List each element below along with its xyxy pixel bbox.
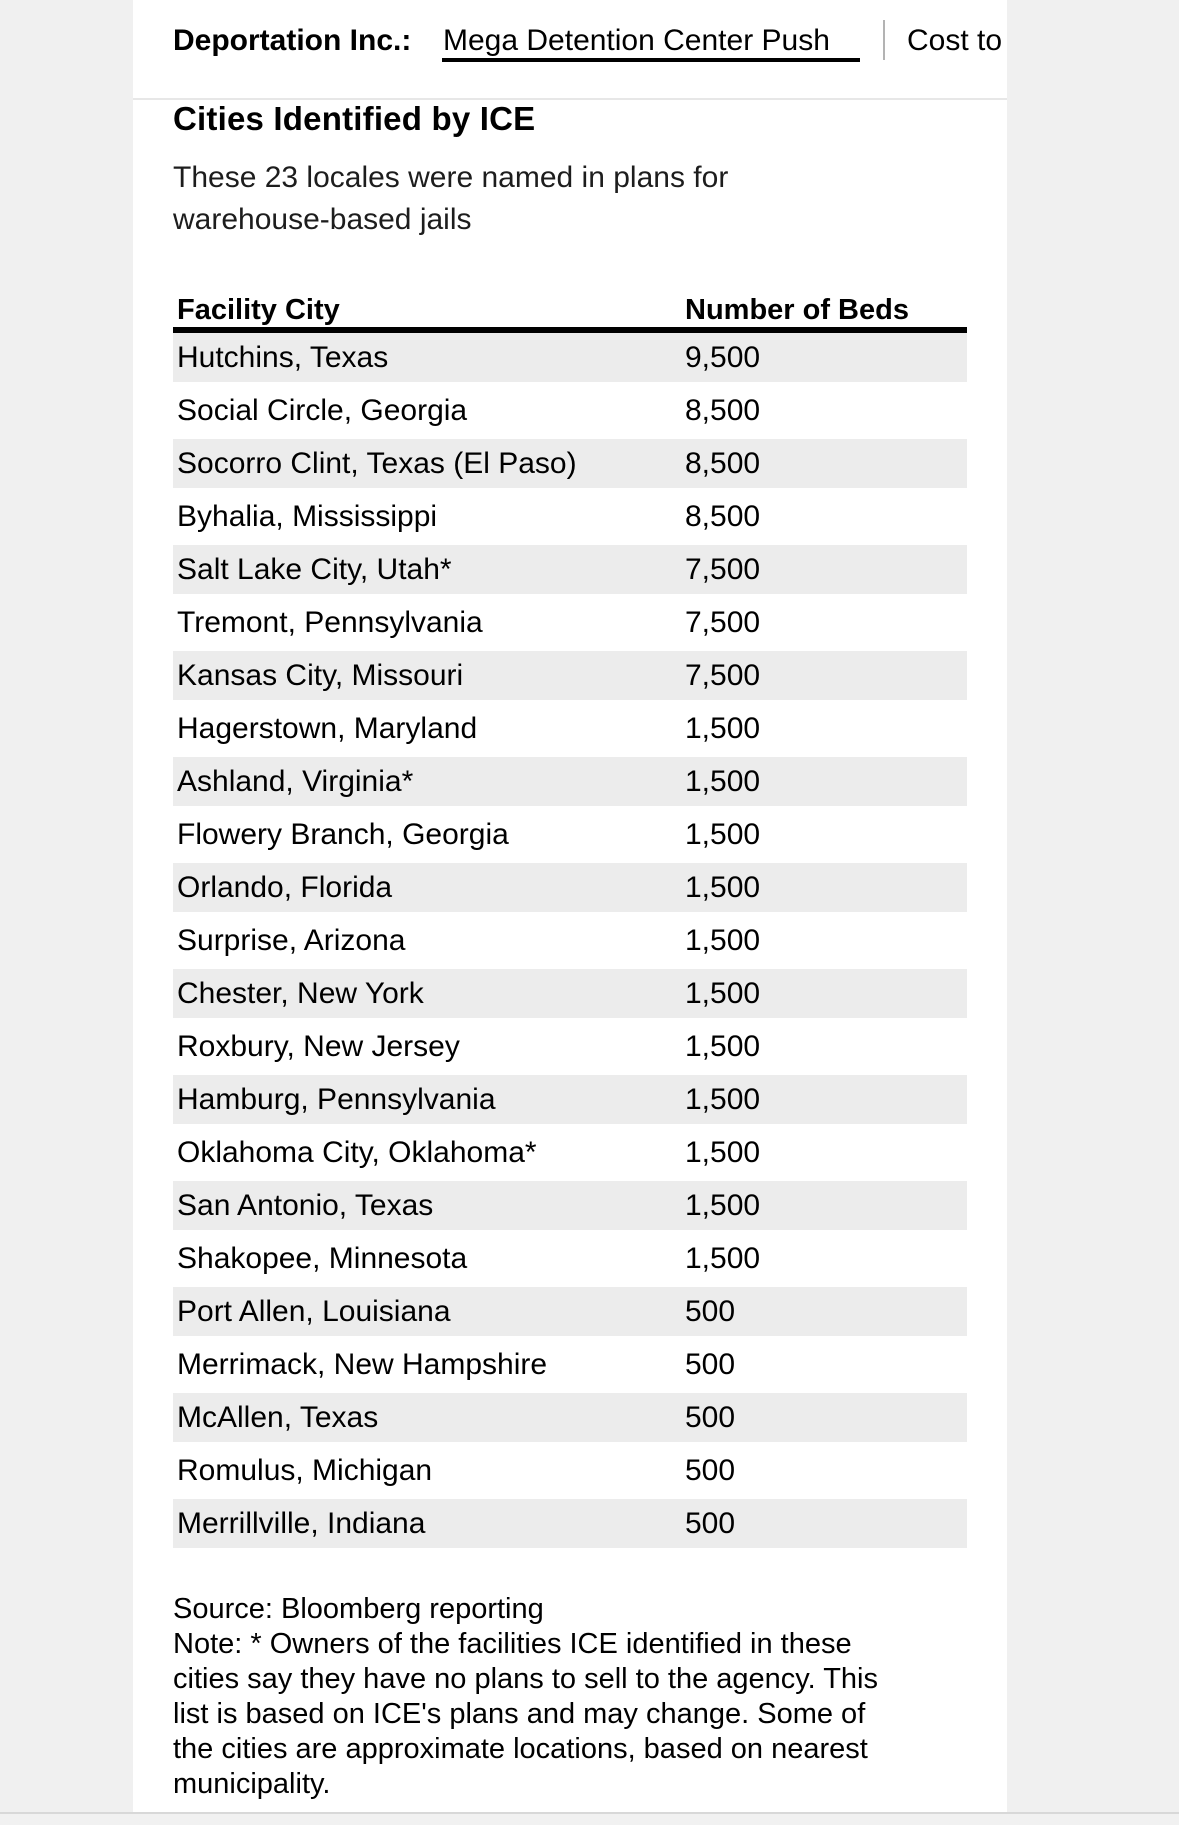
number-of-beds-cell: 1,500: [685, 1136, 761, 1169]
facility-city-cell: Ashland, Virginia*: [177, 765, 414, 798]
number-of-beds-cell: 1,500: [685, 1030, 761, 1063]
number-of-beds-cell: 1,500: [685, 871, 761, 904]
facility-city-cell: Merrillville, Indiana: [177, 1507, 426, 1540]
number-of-beds-cell: 1,500: [685, 924, 761, 957]
facility-city-cell: McAllen, Texas: [177, 1401, 379, 1434]
number-of-beds-cell: 500: [685, 1348, 736, 1381]
table-row: [173, 439, 967, 492]
note-line-3: list is based on ICE's plans and may change. Some of: [173, 1698, 866, 1730]
table-row: [173, 1075, 967, 1128]
table-row: [173, 651, 967, 704]
facility-city-cell: Flowery Branch, Georgia: [177, 818, 509, 851]
facility-city-cell: Roxbury, New Jersey: [177, 1030, 460, 1063]
number-of-beds-cell: 1,500: [685, 977, 761, 1010]
table-row: [173, 545, 967, 598]
facility-city-cell: Surprise, Arizona: [177, 924, 406, 957]
number-of-beds-cell: 1,500: [685, 1083, 761, 1116]
chart-subtitle-line-1: These 23 locales were named in plans for: [173, 161, 729, 194]
number-of-beds-cell: 9,500: [685, 341, 761, 374]
chart-footer: [173, 1592, 988, 1802]
table-header-row: [173, 290, 967, 333]
chart-title: Cities Identified by ICE: [173, 100, 536, 137]
facility-city-cell: Tremont, Pennsylvania: [177, 606, 483, 639]
number-of-beds-cell: 500: [685, 1401, 736, 1434]
column-header-number-of-beds: Number of Beds: [685, 294, 909, 326]
facility-city-cell: Social Circle, Georgia: [177, 394, 468, 427]
facility-city-cell: Kansas City, Missouri: [177, 659, 464, 692]
facility-city-cell: Port Allen, Louisiana: [177, 1295, 451, 1328]
article-graphic-card: [133, 0, 1007, 1812]
tab-divider: [883, 20, 885, 60]
facility-city-cell: Oklahoma City, Oklahoma*: [177, 1136, 537, 1169]
table-row: [173, 492, 967, 545]
facility-city-cell: Hamburg, Pennsylvania: [177, 1083, 496, 1116]
facility-city-cell: Hutchins, Texas: [177, 341, 389, 374]
note-line-4: the cities are approximate locations, based on nearest: [173, 1733, 868, 1765]
table-row: [173, 1234, 967, 1287]
facility-city-cell: Shakopee, Minnesota: [177, 1242, 468, 1275]
facility-city-cell: Hagerstown, Maryland: [177, 712, 478, 745]
number-of-beds-cell: 7,500: [685, 553, 761, 586]
facility-city-cell: Chester, New York: [177, 977, 424, 1010]
table-row: [173, 333, 967, 386]
table-row: [173, 704, 967, 757]
series-tab-bar: [133, 0, 1007, 100]
right-gutter: [1007, 0, 1179, 1812]
table-row: [173, 386, 967, 439]
number-of-beds-cell: 8,500: [685, 500, 761, 533]
table-row: [173, 1446, 967, 1499]
table-row: [173, 1128, 967, 1181]
note-line-1: Note: * Owners of the facilities ICE identified in these: [173, 1628, 852, 1660]
table-row: [173, 1499, 967, 1552]
table-row: [173, 1287, 967, 1340]
table-row: [173, 1340, 967, 1393]
facility-city-cell: Byhalia, Mississippi: [177, 500, 438, 533]
table-body: [173, 333, 967, 1552]
number-of-beds-cell: 1,500: [685, 1242, 761, 1275]
table-row: [173, 1022, 967, 1075]
left-gutter: [0, 0, 133, 1812]
facility-city-cell: Romulus, Michigan: [177, 1454, 433, 1487]
number-of-beds-cell: 8,500: [685, 447, 761, 480]
active-tab-underline: [442, 58, 860, 62]
tab-mega-detention-center-push[interactable]: Mega Detention Center Push: [443, 24, 830, 57]
bottom-page-rule: [0, 1812, 1179, 1825]
table-row: [173, 598, 967, 651]
number-of-beds-cell: 500: [685, 1454, 736, 1487]
number-of-beds-cell: 500: [685, 1295, 736, 1328]
chart-subtitle-line-2: warehouse-based jails: [173, 203, 472, 236]
number-of-beds-cell: 1,500: [685, 712, 761, 745]
number-of-beds-cell: 500: [685, 1507, 736, 1540]
number-of-beds-cell: 7,500: [685, 659, 761, 692]
number-of-beds-cell: 1,500: [685, 765, 761, 798]
table-row: [173, 1393, 967, 1446]
table-row: [173, 810, 967, 863]
number-of-beds-cell: 8,500: [685, 394, 761, 427]
table-row: [173, 916, 967, 969]
table-row: [173, 757, 967, 810]
table-row: [173, 1181, 967, 1234]
column-header-facility-city: Facility City: [177, 294, 340, 326]
facility-city-cell: Salt Lake City, Utah*: [177, 553, 452, 586]
number-of-beds-cell: 7,500: [685, 606, 761, 639]
series-kicker: Deportation Inc.:: [173, 24, 412, 57]
number-of-beds-cell: 1,500: [685, 818, 761, 851]
note-line-5: municipality.: [173, 1768, 331, 1800]
chart-subtitle: [173, 157, 728, 241]
table-row: [173, 969, 967, 1022]
note-line-2: cities say they have no plans to sell to the agency. This: [173, 1663, 878, 1695]
tab-cost-to[interactable]: Cost to: [907, 24, 1003, 57]
facility-city-cell: Socorro Clint, Texas (El Paso): [177, 447, 577, 480]
facility-city-cell: Orlando, Florida: [177, 871, 393, 904]
source-line: Source: Bloomberg reporting: [173, 1593, 544, 1625]
facility-city-cell: San Antonio, Texas: [177, 1189, 434, 1222]
number-of-beds-cell: 1,500: [685, 1189, 761, 1222]
facility-city-cell: Merrimack, New Hampshire: [177, 1348, 548, 1381]
table-row: [173, 863, 967, 916]
